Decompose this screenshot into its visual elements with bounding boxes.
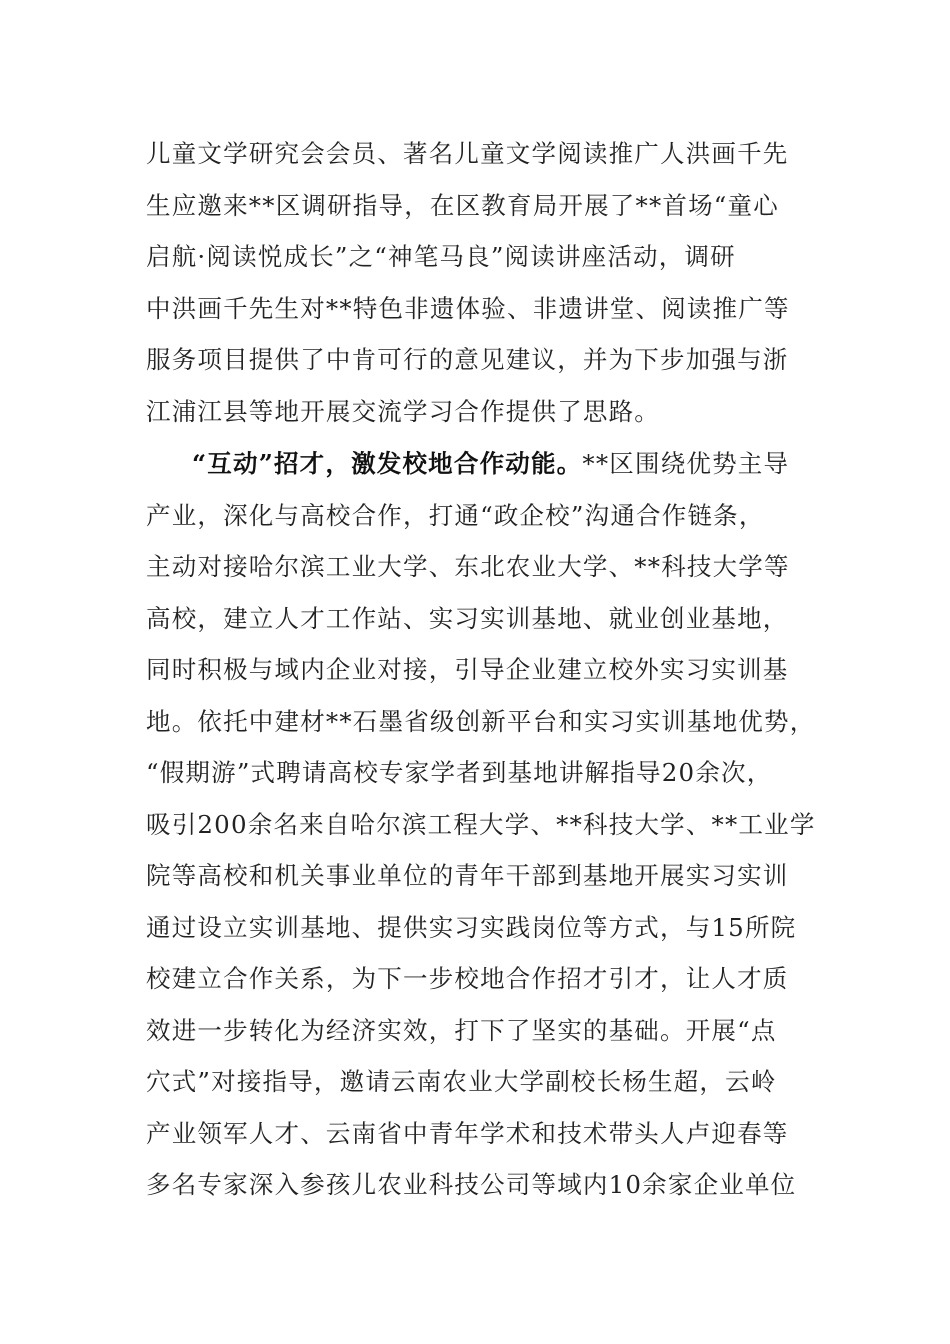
text-line: 院等高校和机关事业单位的青年干部到基地开展实习实训: [146, 861, 789, 890]
text-line-rest: **区围绕优势主导: [582, 449, 790, 478]
text-line-first: [146, 438, 826, 490]
paragraph-1: [146, 128, 826, 437]
text-line: 穴式”对接指导，邀请云南农业大学副校长杨生超，云岭: [146, 1067, 777, 1096]
text-line: 产业领军人才、云南省中青年学术和技术带头人卢迎春等: [146, 1118, 789, 1148]
text-line: 校建立合作关系，为下一步校地合作招才引才，让人才质: [146, 964, 789, 993]
text-line: 服务项目提供了中肯可行的意见建议，并为下步加强与浙: [146, 345, 789, 374]
text-line: 效进一步转化为经济实效，打下了坚实的基础。开展“点: [146, 1015, 777, 1045]
text-line: 地。依托中建材**石墨省级创新平台和实习实训基地优势，: [146, 706, 816, 736]
text-line: 生应邀来**区调研指导，在区教育局开展了**首场“童心: [146, 190, 779, 220]
text-line: 主动对接哈尔滨工业大学、东北农业大学、**科技大学等: [146, 552, 790, 581]
paragraph-heading: “互动”招才，激发校地合作动能。: [192, 449, 583, 478]
text-line: 中洪画千先生对**特色非遗体验、非遗讲堂、阅读推广等: [146, 293, 790, 323]
text-line: “假期游”式聘请高校专家学者到基地讲解指导20余次，: [146, 758, 773, 787]
text-line: 多名专家深入参孩儿农业科技公司等域内10余家企业单位: [146, 1170, 797, 1199]
text-line: 儿童文学研究会会员、著名儿童文学阅读推广人洪画千先: [146, 139, 789, 168]
text-line: 江浦江县等地开展交流学习合作提供了思路。: [146, 396, 660, 426]
text-line: 产业，深化与高校合作，打通“政企校”沟通合作链条，: [146, 500, 765, 530]
paragraph-2: [146, 438, 826, 1211]
text-line: 同时积极与域内企业对接，引导企业建立校外实习实训基: [146, 655, 789, 684]
text-line: 启航·阅读悦成长”之“神笔马良”阅读讲座活动，调研: [146, 242, 736, 271]
text-line: 高校，建立人才工作站、实习实训基地、就业创业基地，: [146, 603, 789, 633]
text-line: 通过设立实训基地、提供实习实践岗位等方式，与15所院: [146, 912, 797, 942]
text-line: 吸引200余名来自哈尔滨工程大学、**科技大学、**工业学: [146, 809, 816, 839]
